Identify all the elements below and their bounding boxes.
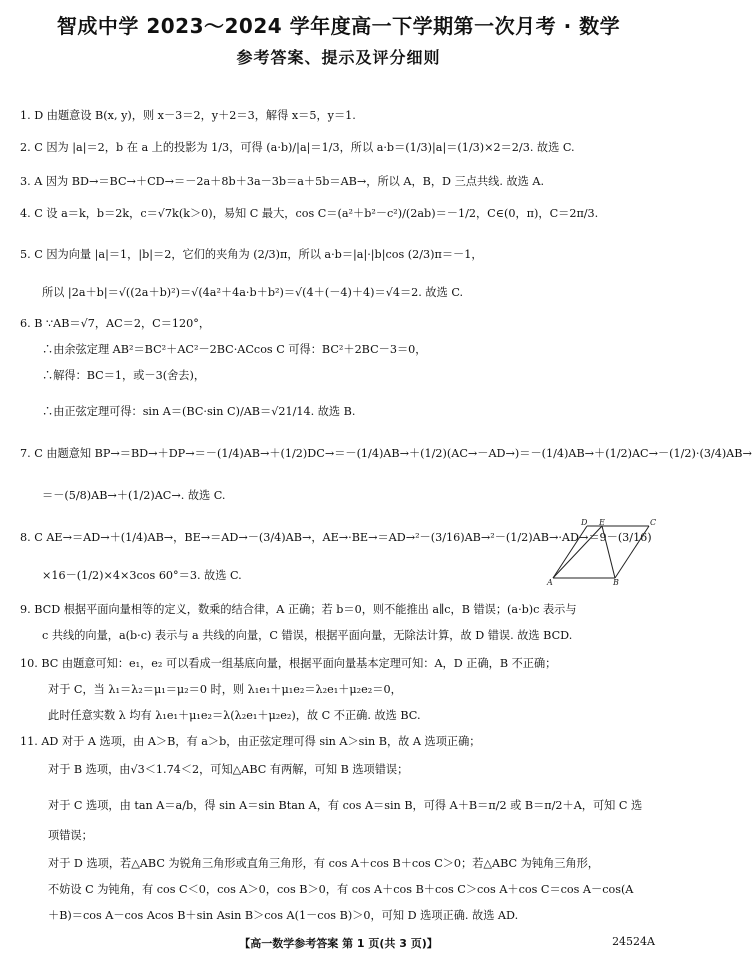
answer-line: 8. C AE→＝AD→＋(1/4)AB→，BE→＝AD→－(3/4)AB→，AE→·BE→＝AD→²－(3/16)AB→²－(1/2)AB→·AD→＝9－(3/16)	[20, 531, 652, 544]
answer-line: 5. C 因为向量 |a|＝1，|b|＝2，它们的夹角为 (2/3)π，所以 a·b＝|a|·|b|cos (2/3)π＝－1，	[20, 248, 483, 261]
figure-edge	[615, 526, 649, 578]
answer-line: 9. BCD 根据平面向量相等的定义，数乘的结合律，A 正确；若 b＝0，则不能推出 a∥c，B 错误；(a·b)c 表示与	[20, 603, 577, 616]
figure-edge	[602, 526, 615, 578]
answer-line: ×16－(1/2)×4×3cos 60°＝3. 故选 C.	[42, 569, 242, 582]
answer-line: 对于 C，当 λ₁＝λ₂＝μ₁＝μ₂＝0 时，则 λ₁e₁＋μ₁e₂＝λ₂e₁＋μ₂e₂＝0，	[48, 683, 402, 696]
answer-line: 所以 |2a＋b|＝√((2a＋b)²)＝√(4a²＋4a·b＋b²)＝√(4＋(－4)＋4)＝√4＝2. 故选 C.	[42, 286, 464, 299]
answer-line: ∴解得：BC＝1，或－3(舍去)，	[42, 369, 206, 382]
answer-line: 6. B ∵AB＝√7，AC＝2，C＝120°，	[20, 317, 211, 330]
answer-line: 10. BC 由题意可知：e₁，e₂ 可以看成一组基底向量，根据平面向量基本定理可知：A，D 正确，B 不正确；	[20, 657, 557, 670]
answer-line: 1. D 由题意设 B(x, y)，则 x－3＝2，y＋2＝3，解得 x＝5，y＝1.	[20, 109, 356, 122]
parallelogram-figure	[547, 518, 657, 586]
figure-edge	[553, 526, 602, 578]
answer-line: ∴由余弦定理 AB²＝BC²＋AC²－2BC·ACcos C 可得：BC²＋2BC－3＝0，	[42, 343, 427, 356]
figure-label-a: A	[547, 578, 553, 587]
answer-line: 项错误；	[48, 829, 93, 842]
page-footer: 【高一数学参考答案 第 1 页(共 3 页)】	[239, 937, 438, 950]
answer-line: 3. A 因为 BD→＝BC→＋CD→＝－2a＋8b＋3a－3b＝a＋5b＝AB→，所以 A，B，D 三点共线. 故选 A.	[20, 175, 545, 188]
document-code: 24524A	[612, 935, 655, 948]
page-title: 智成中学 2023～2024 学年度高一下学期第一次月考 · 数学	[56, 14, 621, 38]
figure-label-b: B	[613, 578, 619, 587]
figure-label-e: E	[599, 518, 605, 527]
answer-line: c 共线的向量，a(b·c) 表示与 a 共线的向量，C 错误，根据平面向量，无除法计算，故 D 错误. 故选 BCD.	[42, 629, 573, 642]
answer-line: ∴由正弦定理可得：sin A＝(BC·sin C)/AB＝√21/14. 故选 B.	[42, 405, 356, 418]
answer-line: ＋B)＝cos A－cos Acos B＋sin Asin B＞cos A(1－cos B)＞0，可知 D 选项正确. 故选 AD.	[48, 909, 519, 922]
answer-line: 对于 B 选项，由√3＜1.74＜2，可知△ABC 有两解，可知 B 选项错误；	[48, 763, 409, 776]
answer-line: 11. AD 对于 A 选项，由 A＞B，有 a＞b，由正弦定理可得 sin A＞sin B，故 A 选项正确；	[20, 735, 481, 748]
answer-line: 此时任意实数 λ 均有 λ₁e₁＋μ₁e₂＝λ(λ₂e₁＋μ₂e₂)，故 C 不正确. 故选 BC.	[48, 709, 421, 722]
answer-line: 对于 D 选项，若△ABC 为锐角三角形或直角三角形，有 cos A＋cos B＋cos C＞0；若△ABC 为钝角三角形，	[48, 857, 599, 870]
figure-label-d: D	[581, 518, 588, 527]
answer-line: 对于 C 选项，由 tan A＝a/b，得 sin A＝sin Btan A，有 cos A＝sin B，可得 A＋B＝π/2 或 B＝π/2＋A，可知 C 选	[48, 799, 643, 812]
answer-line: 7. C 由题意知 BP→＝BD→＋DP→＝－(1/4)AB→＋(1/2)DC→＝－(1/4)AB→＋(1/2)(AC→－AD→)＝－(1/4)AB→＋(1/2)AC→－(1/2)·(3/4)AB→	[20, 447, 752, 460]
answer-line: 4. C 设 a＝k，b＝2k，c＝√7k(k＞0)，易知 C 最大，cos C＝(a²＋b²－c²)/(2ab)＝－1/2，C∈(0，π)，C＝2π/3.	[20, 207, 599, 220]
answer-line: 2. C 因为 |a|＝2，b 在 a 上的投影为 1/3，可得 (a·b)/|a|＝1/3，所以 a·b＝(1/3)|a|＝(1/3)×2＝2/3. 故选 C.	[20, 141, 575, 154]
page-subtitle: 参考答案、提示及评分细则	[236, 48, 441, 67]
figure-edge	[553, 526, 587, 578]
answer-line: ＝－(5/8)AB→＋(1/2)AC→. 故选 C.	[42, 489, 226, 502]
answer-line: 不妨设 C 为钝角，有 cos C＜0，cos A＞0，cos B＞0，有 cos A＋cos B＋cos C＞cos A＋cos C＝cos A－cos(A	[48, 883, 634, 896]
figure-label-c: C	[650, 518, 657, 527]
